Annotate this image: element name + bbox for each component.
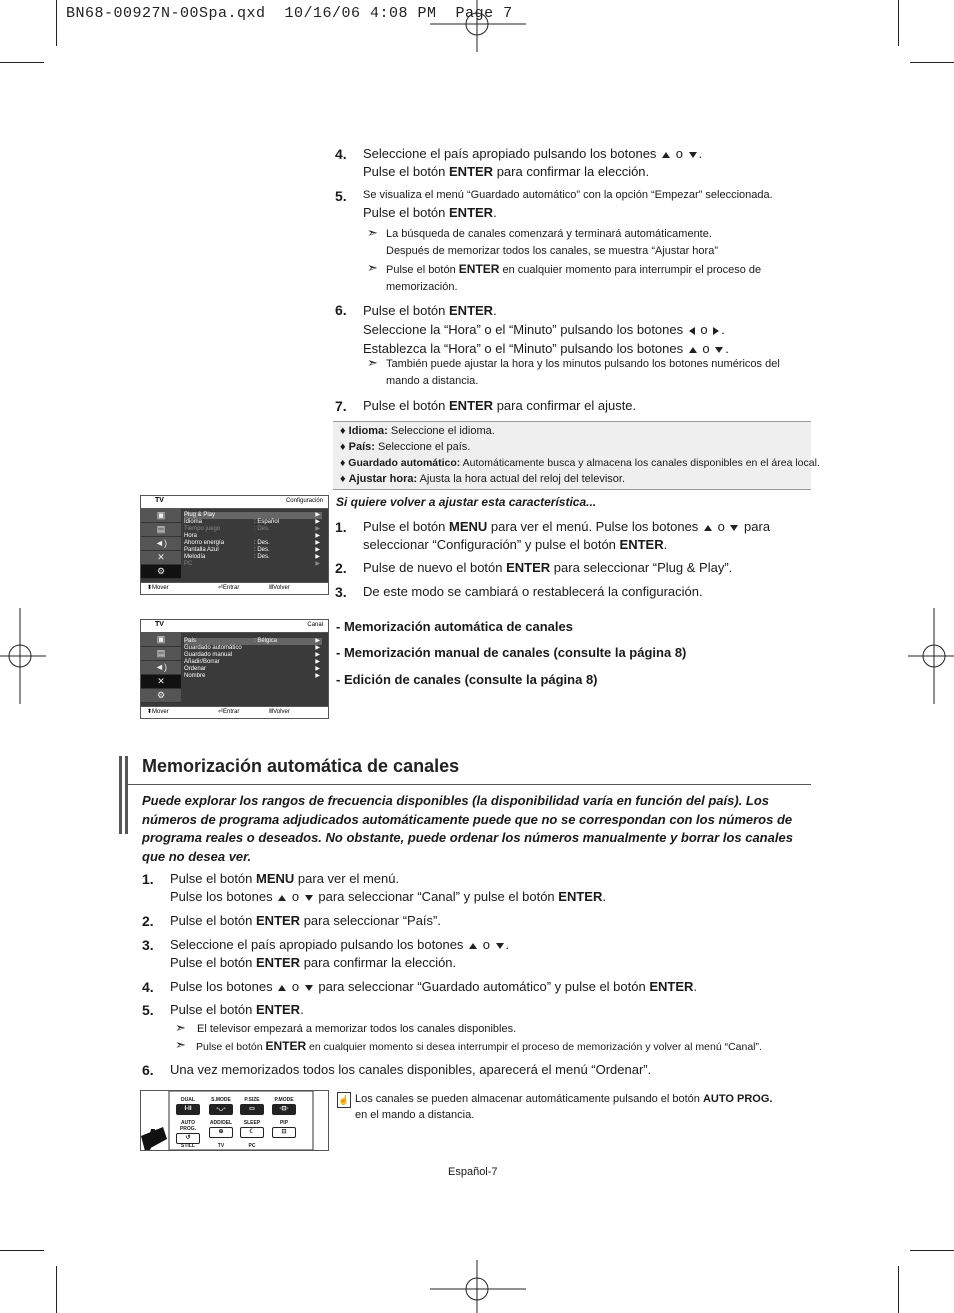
step-text: Se visualiza el menú “Guardado automático” con la opción “Empezar” seleccionada. (363, 189, 773, 201)
down-arrow-icon (730, 525, 738, 531)
menu-keyword: MENU (449, 519, 488, 534)
osd-canal-screenshot (140, 619, 329, 719)
remote-label: STILL (181, 1143, 195, 1149)
osd-configuracion-screenshot (140, 495, 329, 595)
note-text: en cualquier momento para interrumpir el proceso de (499, 264, 762, 276)
crop-mark (898, 0, 899, 46)
enter-keyword: ENTER (449, 398, 494, 413)
osd-item: Hora (184, 533, 198, 539)
down-arrow-icon (496, 943, 504, 949)
osd-item: Pantalla Azul (184, 547, 219, 553)
osd-item: País (184, 638, 197, 644)
step-text: Establezca la “Hora” o el “Minuto” pulsando los botones (363, 341, 684, 356)
smode-button (208, 1097, 234, 1116)
definition-row: ♦ País: Seleccione el país. (340, 441, 471, 453)
definition-text: Ajusta la hora actual del reloj del televisor. (417, 473, 626, 485)
osd-item: Añadir/Borrar (184, 659, 220, 665)
osd-footer: ⬍ Mover ⏎ Entrar Ⅲ Volver (141, 706, 328, 718)
enter-keyword: ENTER (449, 303, 494, 318)
step-text: Pulse el botón (170, 1002, 257, 1017)
step-number: 6. (335, 302, 347, 318)
note-arrow-icon: ➣ (367, 355, 378, 370)
step-text: para ver el menú. Pulse los botones (487, 519, 699, 534)
osd-footer: ⬍ Mover ⏎ Entrar Ⅲ Volver (141, 582, 328, 594)
section-divider (128, 784, 811, 785)
definition-text: Seleccione el país. (374, 441, 471, 453)
step-text: Pulse los botones (170, 889, 273, 904)
note-text: También puede ajustar la hora y los minutos pulsando los botones numéricos del (386, 358, 780, 370)
up-arrow-icon (689, 347, 697, 353)
crop-mark (898, 1266, 899, 1313)
tip-text: en el mando a distancia. (355, 1109, 475, 1121)
crop-mark (910, 1250, 954, 1251)
osd-value: : Español (254, 519, 280, 525)
step-text: . (493, 205, 497, 220)
enter-keyword: ENTER (449, 205, 494, 220)
step-text: Pulse el botón (363, 519, 450, 534)
osd-item: Tiempo juego (184, 526, 221, 532)
remote-outline (141, 1091, 328, 1150)
remote-label: PC (248, 1143, 256, 1149)
step-text: Seleccione la “Hora” o el “Minuto” pulsando los botones (363, 322, 684, 337)
section-title: Memorización automática de canales (142, 756, 460, 776)
osd-value: : Bélgica (254, 638, 278, 644)
step-number: 5. (142, 1002, 154, 1018)
remote-label: P.MODE (274, 1097, 294, 1103)
remote-key: ↺ (176, 1133, 200, 1144)
step-number: 4. (335, 146, 347, 162)
step-text: o (291, 979, 300, 994)
left-arrow-icon (689, 327, 695, 335)
remote-label: TV (217, 1143, 225, 1149)
step-text: o (675, 146, 683, 161)
step-text: . (505, 937, 510, 952)
remote-key: -◡- (209, 1104, 233, 1115)
step-text: . (693, 979, 698, 994)
remote-control-illustration (140, 1090, 329, 1151)
osd-item: Idioma (184, 519, 203, 525)
sound-icon: ◄) (141, 537, 181, 551)
psize-button (239, 1097, 265, 1116)
down-arrow-icon (305, 895, 313, 901)
enter-keyword: ENTER (265, 1039, 307, 1053)
dual-button (176, 1097, 200, 1116)
setup-icon: ⚙ (141, 689, 181, 703)
section-bar (125, 756, 128, 834)
definition-text: Automáticamente busca y almacena los canales disponibles en el área local. (460, 457, 820, 469)
step-text: o (702, 341, 710, 356)
section-link-auto: - Memorización automática de canales (336, 619, 573, 634)
step-text: o (291, 889, 300, 904)
crop-mark (0, 1250, 44, 1251)
osd-menu: Plug & Play ▶ Idioma : Español ▶ Tiempo juego : Des. ▶ Hora ▶ Ahorro energía : Des. ▶ Pantalla Azul : Des. ▶ Melodía : Des. ▶ PC ▶ (184, 512, 320, 567)
remote-key: I-II (176, 1104, 200, 1115)
definition-label: Ajustar hora: (348, 473, 418, 485)
antenna-icon: ✕ (141, 551, 181, 565)
picture-icon: ▣ (141, 633, 181, 647)
note-text: en cualquier momento si desea interrumpir el proceso de memorización y volver al menú “Canal”. (306, 1041, 762, 1053)
osd-footer-label: Volver (273, 585, 290, 591)
section-bar (119, 756, 122, 834)
step-text: para confirmar el ajuste. (493, 398, 637, 413)
step-text: para seleccionar “País”. (300, 913, 441, 928)
step-number: 3. (142, 937, 154, 953)
enter-keyword: ENTER (458, 262, 500, 276)
file-header: BN68-00927N-00Spa.qxd 10/16/06 4:08 PM Page 7 (66, 5, 513, 22)
step-number: 6. (142, 1062, 154, 1078)
osd-item: Melodía (184, 554, 206, 560)
step-number: 3. (335, 584, 347, 600)
step-text: . (493, 303, 497, 318)
step-text: Pulse de nuevo el botón (363, 560, 507, 575)
note-text: Pulse el botón (196, 1041, 266, 1053)
channel-icon: ▤ (141, 647, 181, 661)
remote-label: AUTO PROG. (179, 1120, 197, 1132)
step-text: . (725, 341, 729, 356)
step-text: Pulse los botones (170, 979, 273, 994)
note-arrow-icon: ➣ (175, 1037, 186, 1052)
auto-prog-button (174, 1120, 202, 1145)
pc-label (239, 1143, 265, 1149)
enter-keyword: ENTER (506, 560, 551, 575)
osd-value: : Des. (254, 554, 270, 560)
registration-mark (430, 1260, 526, 1313)
note-text: memorización. (386, 281, 458, 293)
osd-footer-label: Mover (152, 585, 169, 591)
still-label (176, 1143, 200, 1149)
step-text: para confirmar la elección. (300, 955, 457, 970)
enter-keyword: ENTER (449, 164, 494, 179)
antenna-icon: ✕ (141, 675, 181, 689)
osd-tv-label: TV (155, 497, 164, 504)
osd-value: : Des. (254, 540, 270, 546)
step-text: o (482, 937, 490, 952)
note-text: La búsqueda de canales comenzará y terminará automáticamente. (386, 228, 712, 240)
osd-item: Nombre (184, 673, 206, 679)
remote-key: ⊡ (272, 1127, 296, 1138)
osd-item: PC (184, 561, 193, 567)
osd-item: Guardado automático (184, 645, 242, 651)
note-text: Pulse el botón (386, 264, 459, 276)
pmode-button (271, 1097, 297, 1116)
section-intro: Puede explorar los rangos de frecuencia disponibles (la disponibilidad varía en función del país). Los números de programa adjudicados automáticamente puede que no se correspondan con los números de programa reales o deseados. No obstante, puede ordenar los números manualmente y borrar los canales que no desea ver. (142, 793, 793, 864)
pip-button (271, 1120, 297, 1139)
step-text: Seleccione el país apropiado pulsando los botones (170, 937, 464, 952)
step-text: para (744, 519, 771, 534)
step-text: . (602, 889, 606, 904)
tip-text: Los canales se pueden almacenar automáticamente pulsando el botón (355, 1093, 703, 1105)
osd-item: Ahorro energía (184, 540, 225, 546)
step-text: para seleccionar “Canal” y pulse el botón (318, 889, 559, 904)
step-text: o (717, 519, 725, 534)
setup-icon: ⚙ (141, 565, 181, 579)
enter-keyword: ENTER (558, 889, 603, 904)
crop-mark (0, 62, 44, 63)
remote-key: -⊡- (272, 1104, 296, 1115)
step-number: 4. (142, 979, 154, 995)
definition-row: ♦ Ajustar hora: Ajusta la hora actual del reloj del televisor. (340, 473, 626, 485)
page-number: Español-7 (448, 1166, 498, 1178)
osd-sidebar (141, 633, 181, 703)
up-arrow-icon (278, 895, 286, 901)
up-arrow-icon (469, 943, 477, 949)
right-arrow-icon (713, 327, 719, 335)
definition-label: Guardado automático: (348, 457, 461, 469)
step-number: 2. (142, 913, 154, 929)
step-text: Pulse el botón (170, 955, 257, 970)
down-arrow-icon (305, 985, 313, 991)
crop-mark (56, 0, 57, 46)
remote-label: DUAL (181, 1097, 195, 1103)
step-text: Pulse el botón (363, 164, 450, 179)
osd-item: Ordenar (184, 666, 207, 672)
step-text: Pulse el botón (363, 398, 450, 413)
definition-text: Seleccione el idioma. (387, 425, 495, 437)
section-link-edit: - Edición de canales (consulte la página 8) (336, 672, 598, 687)
tv-label (208, 1143, 234, 1149)
osd-tv-label: TV (155, 621, 164, 628)
crop-mark (56, 1266, 57, 1313)
definitions-box (333, 421, 820, 490)
registration-mark (0, 608, 46, 704)
step-text: . (663, 537, 668, 552)
osd-footer-label: Entrar (223, 585, 240, 591)
osd-item: Guardado manual (184, 652, 233, 658)
step-text: Seleccione el país apropiado pulsando los botones (363, 146, 657, 161)
remote-label: S.MODE (211, 1097, 231, 1103)
step-text: para ver el menú. (294, 871, 400, 886)
up-arrow-icon (704, 525, 712, 531)
osd-footer-label: Volver (273, 709, 290, 715)
step-number: 1. (142, 871, 154, 887)
osd-item: Plug & Play (184, 512, 216, 518)
step-text: para seleccionar “Plug & Play”. (550, 560, 733, 575)
remote-key: ⊕ (209, 1127, 233, 1138)
registration-mark (430, 0, 526, 52)
step-number: 1. (335, 519, 347, 535)
step-text: De este modo se cambiará o restablecerá la configuración. (363, 584, 703, 599)
hand-pointer-icon: ☝ (337, 1092, 351, 1108)
step-number: 7. (335, 398, 347, 414)
osd-menu: País : Bélgica ▶ Guardado automático ▶ Guardado manual ▶ Añadir/Borrar ▶ Ordenar ▶ Nombre ▶ (184, 638, 320, 679)
crop-mark (910, 62, 954, 63)
osd-footer-label: Mover (152, 709, 169, 715)
step-text: . (721, 322, 725, 337)
up-arrow-icon (278, 985, 286, 991)
step-text: Pulse el botón (363, 303, 450, 318)
osd-value: : Des. (254, 547, 270, 553)
enter-keyword: ENTER (619, 537, 664, 552)
step-text: Pulse el botón (170, 913, 257, 928)
remote-key: ☾ (240, 1127, 264, 1138)
remote-label: ADD/DEL (209, 1120, 233, 1126)
sleep-button (239, 1120, 265, 1139)
definition-row: ♦ Idioma: Seleccione el idioma. (340, 425, 495, 437)
add-del-button (208, 1120, 234, 1139)
remote-label: P.SIZE (244, 1097, 260, 1103)
step-text: seleccionar “Configuración” y pulse el botón (363, 537, 620, 552)
step-text: . (300, 1002, 304, 1017)
note-text: Después de memorizar todos los canales, se muestra “Ajustar hora” (386, 245, 718, 257)
definition-label: País: (348, 441, 375, 453)
step-text: o (700, 322, 708, 337)
note-text: El televisor empezará a memorizar todos los canales disponibles. (197, 1023, 517, 1035)
enter-keyword: ENTER (256, 1002, 301, 1017)
section-link-manual: - Memorización manual de canales (consulte la página 8) (336, 645, 687, 660)
definition-row: ♦ Guardado automático: Automáticamente busca y almacena los canales disponibles en el área local. (340, 457, 820, 469)
osd-title: Canal (307, 622, 323, 628)
remote-label: SLEEP (243, 1120, 261, 1126)
auto-prog-keyword: AUTO PROG. (702, 1093, 773, 1105)
step-text: para seleccionar “Guardado automático” y pulse el botón (318, 979, 650, 994)
note-text: mando a distancia. (386, 375, 479, 387)
step-text: Pulse el botón (170, 871, 257, 886)
osd-value: : Des. (254, 526, 270, 532)
enter-keyword: ENTER (256, 913, 301, 928)
down-arrow-icon (689, 152, 697, 158)
remote-key: ▭ (240, 1104, 264, 1115)
step-text: . (698, 146, 703, 161)
up-arrow-icon (662, 152, 670, 158)
channel-icon: ▤ (141, 523, 181, 537)
osd-footer-label: Entrar (223, 709, 240, 715)
step-text: para confirmar la elección. (493, 164, 650, 179)
registration-mark (908, 608, 954, 704)
definition-label: Idioma: (348, 425, 388, 437)
sound-icon: ◄) (141, 661, 181, 675)
step-number: 2. (335, 560, 347, 576)
osd-title: Configuración (285, 498, 323, 504)
remote-label: PIP (279, 1120, 289, 1126)
step-text: Una vez memorizados todos los canales disponibles, aparecerá el menú “Ordenar”. (170, 1062, 652, 1077)
step-number: 5. (335, 188, 347, 204)
note-arrow-icon: ➣ (175, 1020, 186, 1035)
reset-heading: Si quiere volver a ajustar esta característica... (336, 495, 597, 509)
menu-keyword: MENU (256, 871, 295, 886)
osd-sidebar (141, 509, 181, 579)
step-text: Pulse el botón (363, 205, 450, 220)
note-arrow-icon: ➣ (367, 260, 378, 275)
enter-keyword: ENTER (649, 979, 694, 994)
enter-keyword: ENTER (256, 955, 301, 970)
down-arrow-icon (715, 347, 723, 353)
picture-icon: ▣ (141, 509, 181, 523)
note-arrow-icon: ➣ (367, 225, 378, 240)
